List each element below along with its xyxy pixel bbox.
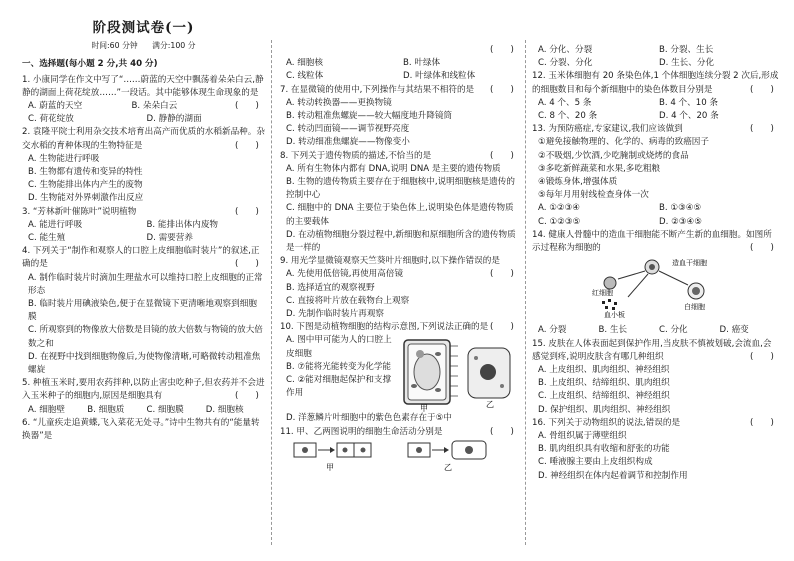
statement-1: ①避免接触物理的、化学的、病毒的致癌因子 [538, 137, 709, 148]
figure-label-jia: 甲 [326, 462, 334, 472]
option-b: B. 生长 [598, 325, 628, 336]
column-3 [532, 44, 780, 483]
option-a: A. 细胞核 [286, 58, 323, 69]
question-stem: 13. 为预防癌症,专家建议,我们应该做到 [532, 124, 683, 135]
option-d: D. ②③④⑤ [659, 216, 702, 227]
question-stem: 8. 下列关于遗传物质的描述,不恰当的是 [280, 150, 432, 161]
option-d: D. 需要营养 [146, 233, 193, 244]
question-3 [22, 206, 265, 246]
blood-cell-diagram [532, 255, 772, 319]
answer-bracket: ( ) [235, 101, 259, 112]
option-c: C. 细胞中的 DNA 主要位于染色体上,说明染色体是遗传物质的主要载体 [286, 203, 514, 227]
option-d: D. 在动植物细胞分裂过程中,新细胞和原细胞所含的遗传物质是一样的 [286, 229, 516, 254]
exam-meta [22, 39, 265, 52]
statement-5: ⑤每年月用射线检查身体一次 [538, 190, 649, 201]
question-15 [532, 338, 780, 417]
question-stem: 5. 种植玉米时,要用农药拌种,以防止害虫吃种子,但农药并不会进入玉米种子的细胞内,原因是细胞具有 [22, 378, 265, 402]
question-stem: 7. 在显微镜的使用中,下列操作与其结果不相符的是 [280, 84, 475, 95]
option-a: A. 先使用低倍镜,再使用高倍镜 [286, 269, 404, 280]
question-16 [532, 417, 780, 483]
question-stem: 11. 甲、乙两图说明的细胞生命活动分别是 [280, 426, 443, 437]
option-b: B. 分裂、生长 [659, 45, 714, 55]
option-a: A. 转动转换器——更换物镜 [286, 97, 392, 108]
option-c: C. 生物能排出体内产生的废物 [28, 180, 143, 191]
question-stem: 14. 健康人骨髓中的造血干细胞能不断产生新的血细胞。如图所示过程称为细胞的 [532, 229, 772, 254]
option-b: B. 能排出体内废物 [146, 219, 219, 230]
column-divider [271, 40, 272, 545]
column-divider [525, 40, 526, 545]
option-a: A. 4 个、5 条 [538, 97, 592, 108]
label-stem-cell: 造血干细胞 [672, 259, 707, 268]
option-d: D. 神经组织在体内起着调节和控制作用 [538, 470, 688, 481]
question-stem: 15. 皮肤在人体表面起到保护作用,当皮肤不慎被划破,会流血,会感觉到疼,说明皮肤含有哪几种组织 [532, 338, 772, 362]
time-limit: 时间:60 分钟 [91, 41, 138, 51]
answer-bracket: ( ) [750, 417, 774, 428]
label-platelet: 血小板 [604, 311, 625, 320]
option-a: A. 分裂 [538, 325, 567, 336]
option-c: C. 细胞膜 [146, 404, 184, 415]
option-c: C. 直接将叶片放在载物台上观察 [286, 295, 410, 306]
question-stem: 9. 用光学显微镜观察天竺葵叶片细胞时,以下操作错误的是 [280, 256, 500, 267]
page-title: 阶段测试卷(一) [92, 20, 195, 36]
option-b: B. 生物的遗传物质主要存在于细胞核中,说明细胞核是遗传的控制中心 [286, 177, 515, 201]
option-c: C. 所观察到的物像放大倍数是目镜的放大倍数与物镜的放大倍数之和 [28, 325, 263, 349]
statement-4: ④锻炼身体,增强体质 [538, 177, 618, 188]
option-a: A. 蔚蓝的天空 [28, 101, 83, 112]
option-a: A. 图中甲可能为人的口腔上皮细胞 [286, 335, 392, 359]
question-6 [22, 417, 265, 443]
answer-bracket: ( ) [490, 84, 514, 95]
option-b: B. 上皮组织、结缔组织、肌肉组织 [538, 378, 670, 389]
answer-bracket: ( ) [235, 259, 259, 270]
column-2 [280, 44, 520, 478]
option-b: B. 选择适宜的观察视野 [286, 282, 375, 293]
answer-bracket: ( ) [490, 45, 514, 55]
option-c: C. 荷花绽放 [28, 114, 74, 125]
answer-bracket: ( ) [490, 322, 514, 333]
answer-bracket: ( ) [750, 243, 774, 254]
option-b: B. 朵朵白云 [131, 101, 178, 112]
option-d: D. 生长、分化 [659, 58, 715, 69]
answer-bracket: ( ) [750, 124, 774, 135]
option-c: C. 转动凹面镜——调节视野亮度 [286, 124, 410, 135]
column-1 [22, 20, 265, 443]
option-c: C. 分裂、分化 [538, 58, 593, 69]
option-d: D. 癌变 [719, 325, 749, 336]
answer-bracket: ( ) [490, 269, 514, 280]
question-stem: 10. 下图是动植物细胞的结构示意图,下列说法正确的是 [280, 322, 489, 333]
question-7 [280, 84, 520, 150]
question-6-continued [280, 44, 520, 84]
option-a: A. 能进行呼吸 [28, 219, 83, 230]
question-12 [532, 70, 780, 123]
option-a: A. 分化、分裂 [538, 45, 593, 55]
option-c: C. ①②③⑤ [538, 216, 581, 227]
statement-2: ②不吸烟,少饮酒,少吃腌制或烧烤的食品 [538, 150, 689, 161]
question-5 [22, 377, 265, 417]
option-c: C. 8 个、20 条 [538, 111, 598, 122]
answer-bracket: ( ) [235, 391, 259, 402]
option-a: A. 生物能进行呼吸 [28, 153, 100, 164]
option-d: D. 4 个、20 条 [659, 111, 719, 122]
question-stem: 4. 下列关于“制作和观察人的口腔上皮细胞临时装片”的叙述,正确的是 [22, 246, 260, 270]
option-a: A. 骨组织属于薄壁组织 [538, 431, 627, 442]
figure-label-jia: 甲 [420, 404, 428, 413]
question-11-options [532, 44, 780, 70]
label-white-cell: 白细胞 [684, 303, 705, 312]
option-c: C. 上皮组织、结缔组织、神经组织 [538, 391, 670, 402]
figure-label-yi: 乙 [444, 462, 452, 472]
option-d: D. 洋葱鳞片叶细胞中的紫色色素存在于⑤中 [286, 413, 452, 424]
question-stem: 3. “芳林新叶催陈叶”说明植物 [22, 206, 137, 217]
question-8 [280, 150, 520, 256]
question-stem: 6. “儿童疾走追黄蝶,飞入菜花无处寻。”诗中生物共有的“能量转换器”是 [22, 417, 260, 442]
option-b: B. 肌肉组织具有收缩和舒张的功能 [538, 444, 670, 455]
question-10 [280, 321, 520, 425]
option-b: B. 生物都有遗传和变异的特性 [28, 167, 143, 178]
option-a: A. 制作临时装片时滴加生理盐水可以维持口腔上皮细胞的正常形态 [28, 272, 263, 296]
option-b: B. ⑦能将光能转变为化学能 [286, 361, 392, 372]
question-1 [22, 74, 265, 127]
cell-structure-diagram [398, 334, 516, 412]
option-d: D. 细胞核 [205, 404, 244, 415]
option-d: D. 生物能对外界刺激作出反应 [28, 193, 144, 204]
option-d: D. 转动细准焦螺旋——物像变小 [286, 137, 410, 148]
figure-label-yi: 乙 [486, 400, 494, 410]
option-c: C. ②能对细胞起保护和支撑作用 [286, 375, 392, 399]
option-c: C. 分化 [659, 325, 688, 336]
option-a: A. 上皮组织、肌肉组织、神经组织 [538, 365, 670, 376]
answer-bracket: ( ) [490, 150, 514, 161]
question-stem: 16. 下列关于动物组织的说法,错误的是 [532, 417, 681, 428]
option-a: A. 所有生物体内都有 DNA,说明 DNA 是主要的遗传物质 [286, 163, 501, 174]
question-stem: 12. 玉米体细胞有 20 条染色体,1 个体细胞连续分裂 2 次后,形成的细胞数目和每个新细胞中的染色体数目分别是 [532, 71, 779, 95]
question-4 [22, 245, 265, 377]
question-9 [280, 255, 520, 321]
option-c: C. 能生殖 [28, 233, 66, 244]
label-red-cell: 红细胞 [592, 289, 613, 298]
answer-bracket: ( ) [235, 140, 259, 151]
option-c: C. 线粒体 [286, 71, 324, 82]
answer-bracket: ( ) [750, 84, 774, 95]
question-14 [532, 229, 780, 338]
cell-activity-diagram [280, 439, 516, 473]
option-d: D. 保护组织、肌肉组织、神经组织 [538, 404, 671, 415]
option-b: B. 转动粗准焦螺旋——较大幅度地升降镜筒 [286, 111, 453, 122]
section-heading: 一、选择题(每小题 2 分,共 40 分) [22, 59, 158, 70]
question-stem: 1. 小康同学在作文中写了“……蔚蓝的天空中飘荡着朵朵白云,静静的湖面上荷花绽放……”一段话。其中能够体现生命现象的是 [22, 74, 264, 98]
answer-bracket: ( ) [490, 426, 514, 437]
question-2 [22, 126, 265, 205]
option-d: D. 叶绿体和线粒体 [403, 71, 476, 82]
answer-bracket: ( ) [750, 351, 774, 362]
option-b: B. ①③④⑤ [659, 203, 702, 214]
full-score: 满分:100 分 [152, 41, 196, 51]
option-d: D. 先制作临时装片再观察 [286, 309, 385, 320]
option-b: B. 叶绿体 [403, 58, 441, 69]
answer-bracket: ( ) [235, 206, 259, 217]
statement-3: ③多吃新鲜蔬菜和水果,多吃粗粮 [538, 163, 661, 174]
option-a: A. 细胞壁 [28, 404, 65, 415]
question-stem: 2. 袁隆平院士利用杂交技术培育出高产而优质的水稻新品种。杂交水稻的育种体现的生物特征是 [22, 127, 265, 151]
option-d: D. 在视野中找到细胞物像后,为使物像清晰,可略微转动粗准焦螺旋 [28, 351, 261, 376]
option-b: B. 4 个、10 条 [659, 97, 719, 108]
option-a: A. ①②③④ [538, 203, 581, 214]
question-11 [280, 426, 520, 478]
question-13 [532, 123, 780, 229]
option-b: B. 临时装片用碘液染色,便于在显微镜下更清晰地观察到细胞膜 [28, 299, 257, 323]
option-c: C. 唾液腺主要由上皮组织构成 [538, 457, 653, 468]
option-d: D. 静静的湖面 [146, 114, 202, 125]
option-b: B. 细胞质 [87, 404, 125, 415]
